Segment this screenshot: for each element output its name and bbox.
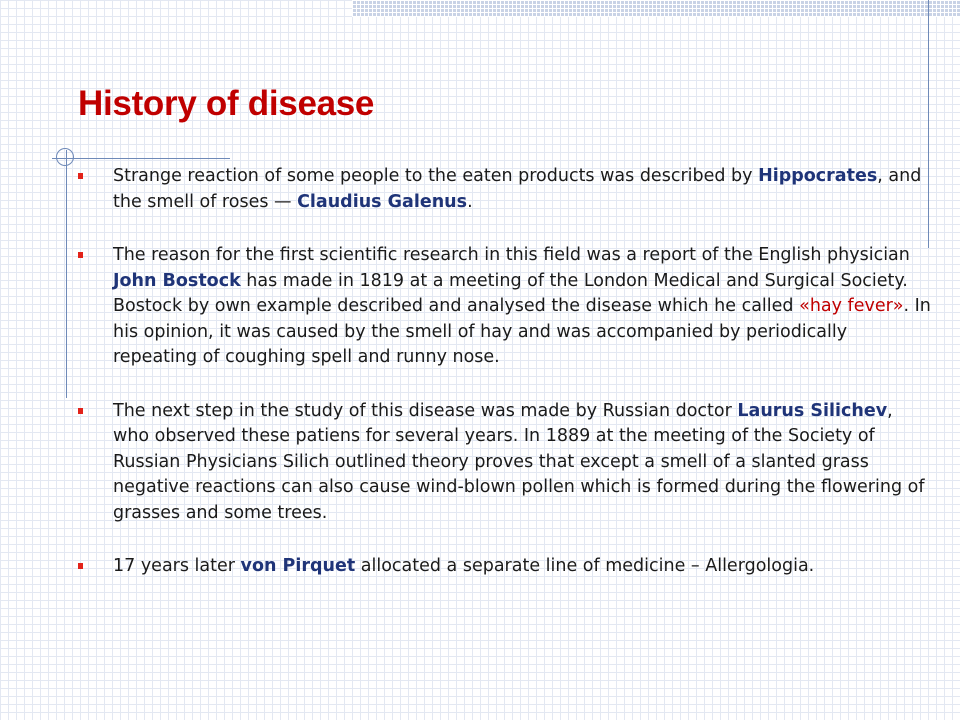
top-decorative-band xyxy=(352,0,960,17)
decorative-circle xyxy=(56,148,74,166)
bullet-text: . In his opinion, it was caused by the smell of hay and was accompanied by periodically repeating of coughing spell and runny nose. xyxy=(113,296,931,367)
bullet-item xyxy=(78,399,934,527)
bullet-marker-icon xyxy=(78,252,83,258)
bullet-text: Strange reaction of some people to the eaten products was described by xyxy=(113,166,759,186)
bullet-marker-icon xyxy=(78,173,83,179)
bullet-list xyxy=(78,164,934,608)
bullet-item xyxy=(78,164,934,215)
bullet-marker-icon xyxy=(78,408,83,414)
bullet-text: , and the smell of roses — xyxy=(113,166,922,212)
bullet-text: , who observed these patiens for several years. In 1889 at the meeting of the Society of Russian Physicians Silich outlined theory proves that except a smell of a slanted grass negative reactions can also cause wind-blown pollen which is formed during the flowering of grasses and some trees. xyxy=(113,400,925,523)
bullet-text: has made in 1819 at a meeting of the London Medical and Surgical Society. Bostock by own example described and analysed the disease which he called xyxy=(113,270,908,316)
bullet-text: 17 years later xyxy=(113,556,241,576)
bullet-item xyxy=(78,243,934,371)
bullet-text: The reason for the first scientific research in this field was a report of the English physician xyxy=(113,245,910,265)
bullet-text: allocated a separate line of medicine – Allergologia. xyxy=(355,556,815,576)
decorative-vertical-line-left xyxy=(66,150,67,398)
bullet-item xyxy=(78,554,934,580)
decorative-horizontal-line xyxy=(52,158,230,159)
name-pirquet: von Pirquet xyxy=(240,556,356,576)
name-silichev: Laurus Silichev xyxy=(737,400,888,421)
name-galenus: Claudius Galenus xyxy=(297,191,468,212)
bullet-text: The next step in the study of this disease was made by Russian doctor xyxy=(113,400,738,421)
name-hippocrates: Hippocrates xyxy=(758,166,878,186)
name-bostock: John Bostock xyxy=(113,270,241,291)
slide-title: History of disease xyxy=(78,84,375,123)
term-hay-fever: «hay fever» xyxy=(799,296,904,316)
bullet-marker-icon xyxy=(78,563,83,569)
bullet-text: . xyxy=(467,191,473,212)
